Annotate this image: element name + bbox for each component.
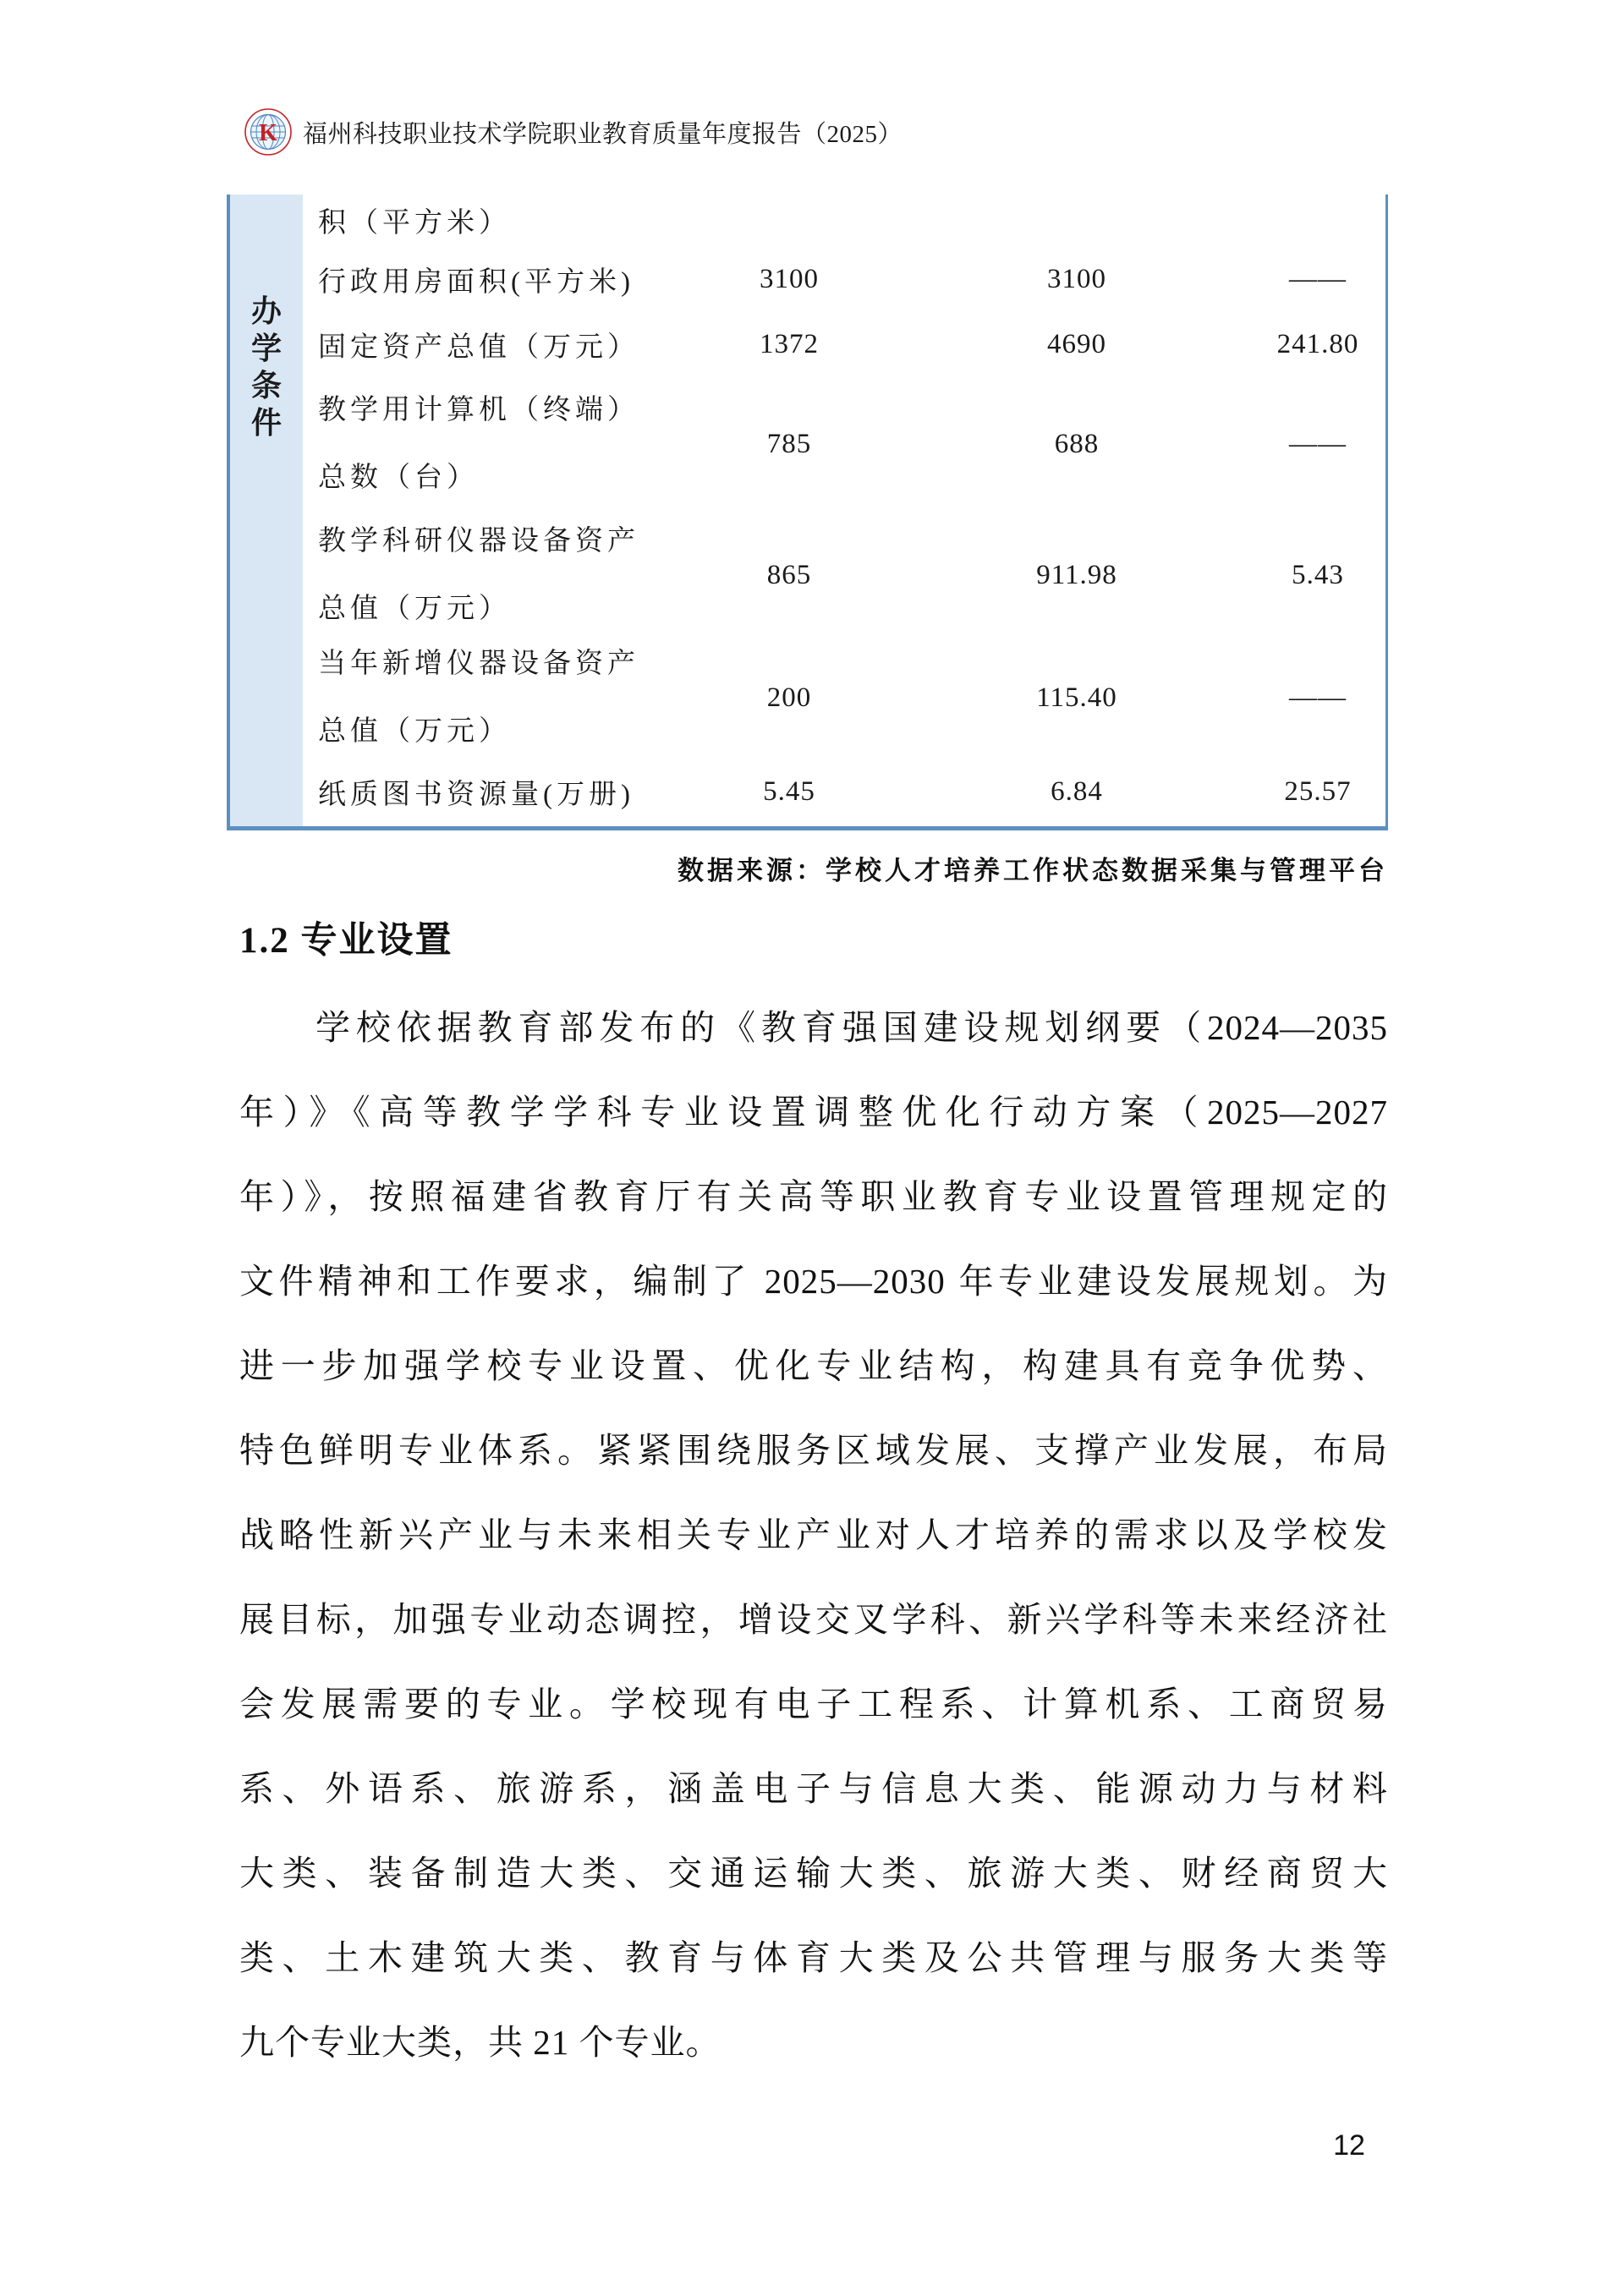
row-value-2: 4690 — [1047, 329, 1106, 359]
paragraph-line: 年）》《高等教学学科专业设置调整优化行动方案（2025—2027 — [239, 1093, 1388, 1132]
row-value-2: 6.84 — [1051, 775, 1103, 807]
page-number: 12 — [1333, 2129, 1365, 2162]
data-source-note: 数据来源：学校人才培养工作状态数据采集与管理平台 — [678, 856, 1388, 885]
category-char: 学 — [250, 332, 282, 365]
page-header — [244, 107, 903, 157]
paragraph-line: 特色鲜明专业体系。紧紧围绕服务区域发展、支撑产业发展，布局 — [239, 1431, 1388, 1470]
row-value-3: 5.43 — [1292, 559, 1344, 590]
table-row — [303, 507, 1385, 630]
row-value-1: 200 — [766, 682, 812, 713]
row-label: 积（平方米） — [318, 207, 511, 238]
table-row — [303, 630, 1385, 757]
row-value-1: 1372 — [760, 329, 819, 359]
row-value-2: 688 — [1054, 428, 1100, 459]
table-rows — [303, 195, 1385, 826]
paragraph-line: 文件精神和工作要求，编制了 2025—2030 年专业建设发展规划。为 — [239, 1262, 1388, 1301]
paragraph-line: 战略性新兴产业与未来相关专业产业对人才培养的需求以及学校发 — [239, 1515, 1388, 1554]
paragraph-line: 展目标，加强专业动态调控，增设交叉学科、新兴学科等未来经济社 — [239, 1600, 1388, 1639]
row-value-3: —— — [1289, 263, 1347, 294]
row-label: 纸质图书资源量(万册) — [318, 779, 634, 810]
row-label: 行政用房面积(平方米) — [318, 266, 634, 298]
row-value-1: 785 — [766, 428, 812, 459]
school-conditions-table — [227, 195, 1388, 830]
row-label: 教学用计算机（终端） 总数（台） — [318, 395, 639, 493]
row-label: 教学科研仪器设备资产 总值（万元） — [318, 526, 639, 624]
category-char: 件 — [250, 406, 282, 440]
row-value-3: —— — [1289, 682, 1347, 713]
row-value-2: 115.40 — [1036, 682, 1117, 713]
row-label: 当年新增仪器设备资产 总值（万元） — [318, 649, 639, 747]
paragraph-line: 九个专业大类，共 21 个专业。 — [239, 2023, 721, 2062]
table-row — [303, 245, 1385, 313]
report-title: 福州科技职业技术学院职业教育质量年度报告（2025） — [303, 120, 903, 148]
paragraph-line: 类、土木建筑大类、教育与体育大类及公共管理与服务大类等 — [239, 1938, 1388, 1977]
school-logo-icon — [244, 107, 293, 157]
paragraph-line: 大类、装备制造大类、交通运输大类、旅游大类、财经商贸大 — [239, 1854, 1388, 1893]
category-char: 办 — [250, 294, 282, 328]
body-paragraph — [239, 985, 1388, 2085]
table-row — [303, 757, 1385, 826]
table-category-cell — [230, 195, 303, 826]
paragraph-line: 系、外语系、旅游系，涵盖电子与信息大类、能源动力与材料 — [239, 1769, 1388, 1808]
section-heading: 1.2 专业设置 — [239, 921, 453, 961]
row-value-2: 911.98 — [1036, 559, 1117, 590]
row-value-1: 5.45 — [763, 775, 815, 807]
paragraph-line: 年）》，按照福建省教育厅有关高等职业教育专业设置管理规定的 — [239, 1177, 1388, 1216]
paragraph-line: 进一步加强学校专业设置、优化专业结构，构建具有竞争优势、 — [239, 1346, 1388, 1385]
paragraph-line: 学校依据教育部发布的《教育强国建设规划纲要（2024—2035 — [315, 1008, 1388, 1047]
table-row — [303, 195, 1385, 245]
row-value-1: 865 — [766, 559, 812, 590]
row-value-3: —— — [1289, 428, 1347, 459]
category-char: 条 — [250, 369, 282, 403]
table-row — [303, 313, 1385, 376]
row-value-3: 241.80 — [1276, 329, 1359, 359]
paragraph-line: 会发展需要的专业。学校现有电子工程系、计算机系、工商贸易 — [239, 1685, 1388, 1723]
row-value-1: 3100 — [760, 263, 819, 294]
row-value-3: 25.57 — [1284, 775, 1352, 807]
row-value-2: 3100 — [1047, 263, 1106, 294]
table-row — [303, 376, 1385, 507]
row-label: 固定资产总值（万元） — [318, 332, 639, 363]
logo-k-letter: K — [259, 120, 277, 146]
